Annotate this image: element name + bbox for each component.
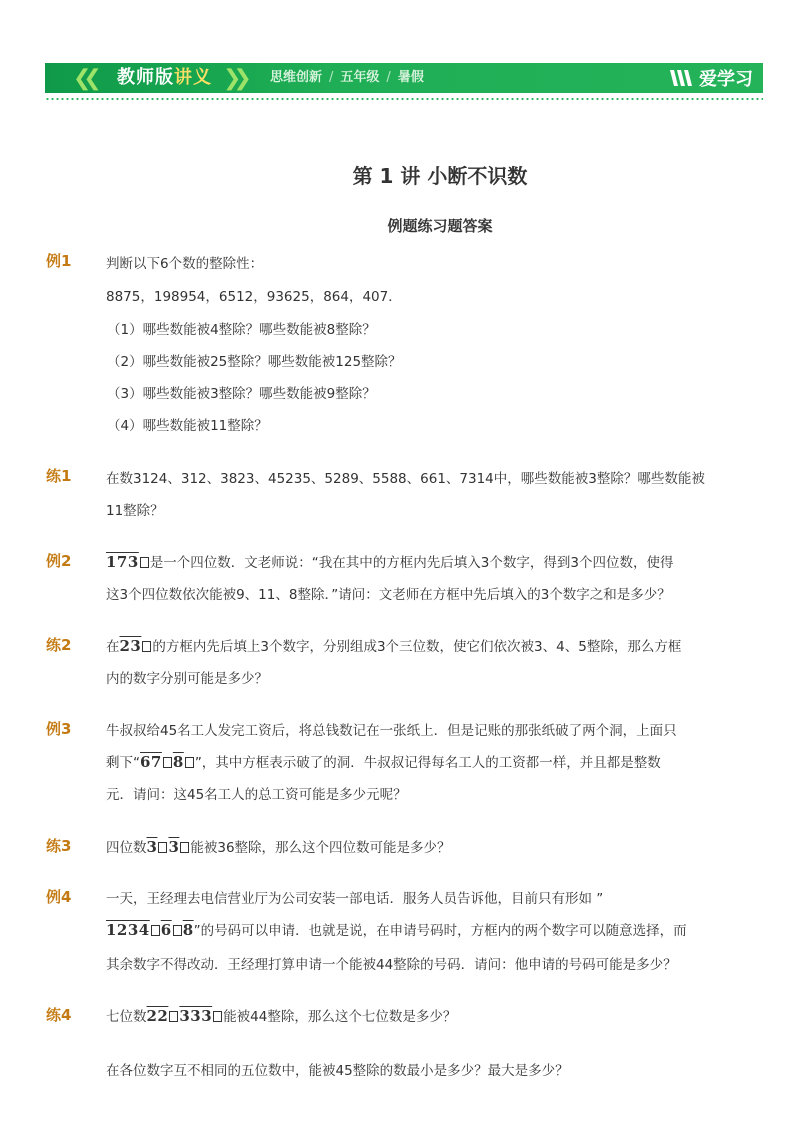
ex4-line-2-text: ”的号码可以申请．也就是说，在申请号码时，方框内的两个数字可以随意选择，而: [193, 923, 687, 939]
pr2-line-2: 内的数字分别可能是多少？: [106, 671, 268, 687]
breadcrumb-item: 五年级: [340, 70, 380, 85]
math-number: [147, 1007, 224, 1025]
digits: 333: [179, 1007, 213, 1025]
math-number: [147, 838, 191, 856]
digits: 1234: [106, 921, 150, 939]
ex3-prefix: 剩下“: [106, 755, 140, 771]
digits: 3: [146, 838, 158, 856]
problem-label-pr3: 练3: [46, 837, 72, 855]
header-title-main: 教师版: [117, 67, 174, 88]
math-number: [140, 753, 195, 771]
digits: 8: [182, 921, 194, 939]
digits: 3: [168, 838, 180, 856]
digits: 8: [172, 753, 184, 771]
pr2-line-1: [106, 635, 681, 655]
breadcrumb-separator: /: [386, 70, 391, 85]
double-chevron-left-icon: ❮❮: [73, 65, 94, 91]
ex3-line-2: [106, 751, 661, 771]
ex4-line-2: [106, 919, 687, 939]
digits: 67: [140, 753, 162, 771]
dotted-divider: [45, 98, 763, 100]
blank-box: [140, 557, 149, 568]
problem-label-ex2: 例2: [46, 552, 72, 570]
problem-label-pr2: 练2: [46, 636, 72, 654]
math-number: [106, 553, 150, 571]
pr4-line: [106, 1005, 456, 1025]
blank-box: [163, 757, 172, 768]
blank-box: [213, 1011, 222, 1022]
brand-name: 爱学习: [699, 69, 753, 90]
problem-label-ex4: 例4: [46, 888, 72, 906]
section-subtitle: 例题练习题答案: [387, 217, 493, 235]
problem-label-pr1: 练1: [46, 467, 72, 485]
ex1-numbers: 8875，198954，6512，93625，864，407．: [106, 289, 402, 305]
header-banner: [45, 63, 763, 93]
brand-logo-icon: [669, 68, 693, 88]
ex1-question-3: （3）哪些数能被3整除？哪些数能被9整除？: [107, 386, 376, 402]
math-number: [106, 921, 194, 939]
ex2-line-2: 这3个四位数依次能被9、11、8整除．”请问：文老师在方框中先后填入的3个数字之和是多少？: [106, 587, 671, 603]
header-title-accent: 讲义: [174, 67, 212, 88]
problem-label-ex1: 例1: [46, 252, 72, 270]
ex1-question-1: （1）哪些数能被4整除？哪些数能被8整除？: [107, 322, 376, 338]
ex2-line-1: [106, 551, 673, 571]
pr1-line-1: 在数3124、312、3823、45235、5289、5588、661、7314中，哪些数能被3整除？哪些数能被: [106, 471, 705, 487]
digits: 23: [119, 637, 142, 655]
blank-box: [173, 925, 182, 936]
ex1-question-2: （2）哪些数能被25整除？哪些数能被125整除？: [107, 354, 402, 370]
blank-box: [185, 757, 194, 768]
header-title: [117, 63, 212, 93]
pr4-prefix: 七位数: [106, 1009, 147, 1025]
math-number: [120, 637, 153, 655]
blank-box: [142, 641, 151, 652]
double-chevron-right-icon: ❯❯: [223, 65, 244, 91]
pr3-line: [106, 836, 451, 856]
digits: 6: [160, 921, 172, 939]
blank-box: [151, 925, 160, 936]
ex4-line-3: 其余数字不得改动．王经理打算申请一个能被44整除的号码．请问：他申请的号码可能是多少？: [106, 957, 677, 973]
pr1-line-2: 11整除？: [106, 503, 164, 519]
blank-box: [158, 842, 167, 853]
pr4-extra: 在各位数字互不相同的五位数中，能被45整除的数最小是多少？最大是多少？: [106, 1063, 569, 1079]
ex3-line-3: 元．请问：这45名工人的总工资可能是多少元呢？: [106, 787, 407, 803]
blank-box: [169, 1011, 178, 1022]
problem-label-ex3: 例3: [46, 720, 72, 738]
ex3-line-2-text: ”，其中方框表示破了的洞．牛叔叔记得每名工人的工资都一样，并且都是整数: [194, 755, 661, 771]
ex1-question-4: （4）哪些数能被11整除？: [107, 418, 268, 434]
breadcrumb-item: 暑假: [397, 70, 424, 85]
digits: 22: [146, 1007, 169, 1025]
ex2-line-1-text: 是一个四位数．文老师说：“我在其中的方框内先后填入3个数字，得到3个四位数，使得: [149, 555, 674, 571]
breadcrumb-item: 思维创新: [270, 70, 323, 85]
breadcrumb-separator: /: [329, 70, 334, 85]
pr2-line-1-text: 的方框内先后填上3个数字，分别组成3个三位数，使它们依次被3、4、5整除，那么方框: [152, 639, 682, 655]
brand: [669, 63, 753, 93]
breadcrumb: [270, 63, 424, 93]
pr2-prefix: 在: [106, 639, 120, 655]
lecture-title: 第 1 讲 小断不识数: [352, 164, 528, 188]
pr3-prefix: 四位数: [106, 840, 147, 856]
digits: 173: [106, 553, 139, 571]
problem-label-pr4: 练4: [46, 1006, 72, 1024]
blank-box: [180, 842, 189, 853]
pr3-text: 能被36整除，那么这个四位数可能是多少？: [190, 840, 451, 856]
ex3-line-1: 牛叔叔给45名工人发完工资后，将总钱数记在一张纸上．但是记账的那张纸破了两个洞，上面只: [106, 723, 677, 739]
ex4-line-1: 一天，王经理去电信营业厅为公司安装一部电话．服务人员告诉他，目前只有形如 ”: [106, 891, 604, 907]
ex1-intro: 判断以下6个数的整除性：: [106, 256, 264, 272]
pr4-text: 能被44整除，那么这个七位数是多少？: [223, 1009, 457, 1025]
